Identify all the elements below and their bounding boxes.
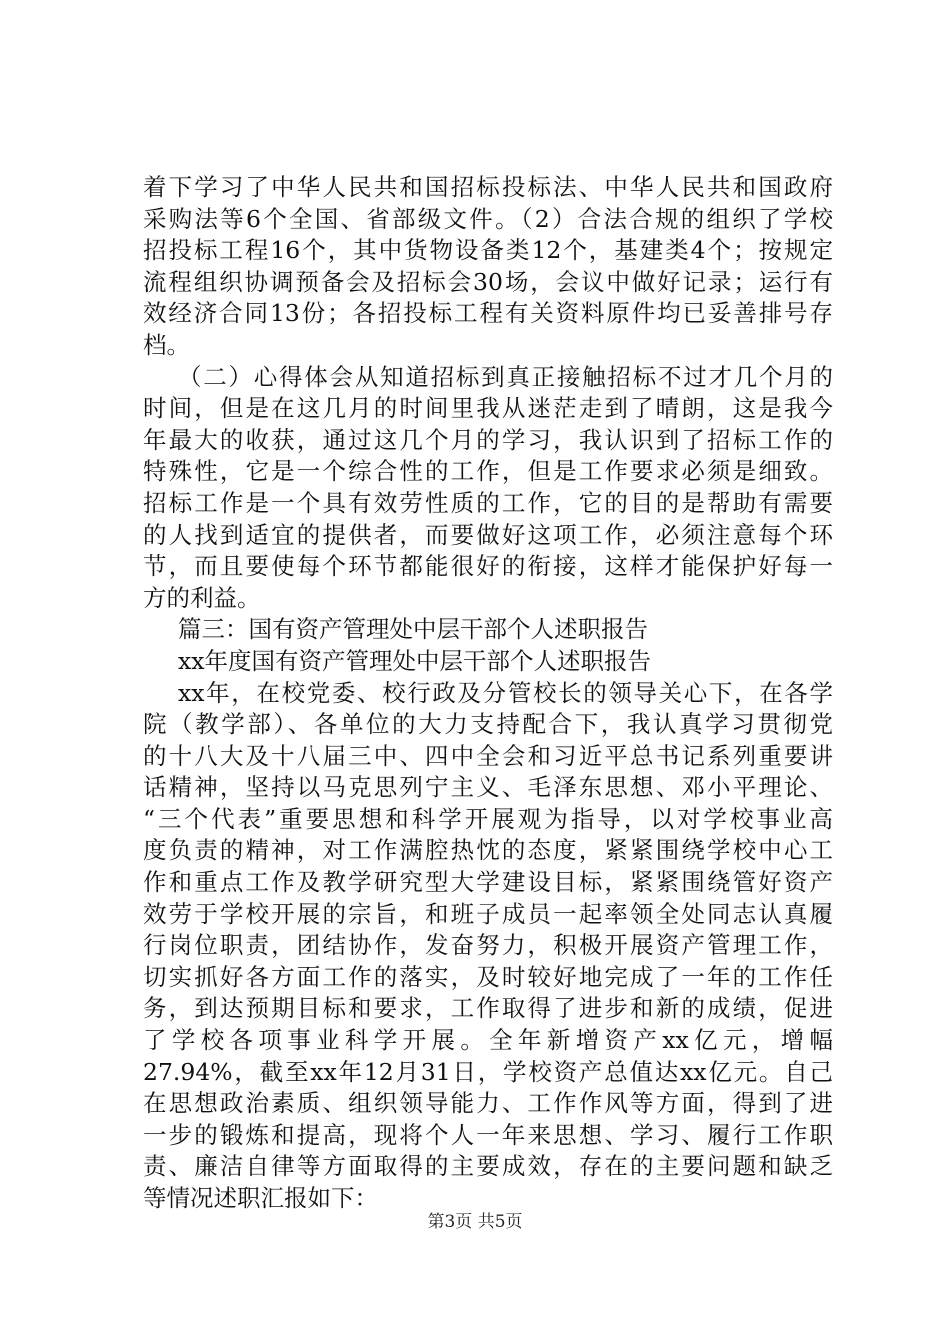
text-line: 责、廉洁自律等方面取得的主要成效，存在的主要问题和缺乏 [143,1152,833,1181]
text-line: 等情况述职汇报如下： [143,1184,378,1212]
text-line: “三个代表”重要思想和科学开展观为指导，以对学校事业高 [143,804,833,833]
page-number: 第3页 共5页 [427,1212,523,1232]
text-line: 流程组织协调预备会及招标会30场，会议中做好记录；运行有 [143,267,833,296]
text-line: 作和重点工作及教学研究型大学建设目标，紧紧围绕管好资产 [143,868,833,897]
text-line: 节，而且要使每个环节都能很好的衔接，这样才能保护好每一 [143,552,833,581]
page-footer [0,1212,950,1232]
text-line: 的十八大及十八届三中、四中全会和习近平总书记系列重要讲 [143,741,833,770]
text-line: 着下学习了中华人民共和国招标投标法、中华人民共和国政府 [143,173,833,201]
text-line: 度负责的精神，对工作满腔热忱的态度，紧紧围绕学校中心工 [143,836,833,865]
text-line: 年最大的收获，通过这几个月的学习，我认识到了招标工作的 [143,425,833,454]
text-line: 方的利益。 [143,583,261,612]
text-line: xx年，在校党委、校行政及分管校长的领导关心下，在各学 [178,678,833,707]
text-line: 院（教学部）、各单位的大力支持配合下，我认真学习贯彻党 [143,710,833,739]
section-heading-line: （二）心得体会从知道招标到真正接触招标不过才几个月的 [178,362,833,391]
text-line: 了学校各项事业科学开展。全年新增资产xx亿元，增幅 [143,1026,833,1055]
text-line: 切实抓好各方面工作的落实，及时较好地完成了一年的工作任 [143,962,833,991]
text-line: 采购法等6个全国、省部级文件。（2）合法合规的组织了学校 [143,204,833,233]
text-line: 时间，但是在这几月的时间里我从迷茫走到了晴朗，这是我今 [143,394,833,423]
text-line: 一步的锻炼和提高，现将个人一年来思想、学习、履行工作职 [143,1120,833,1149]
text-line: 效经济合同13份；各招投标工程有关资料原件均已妥善排号存 [143,299,833,328]
text-line: 的人找到适宜的提供者，而要做好这项工作，必须注意每个环 [143,520,833,549]
text-line: 务，到达预期目标和要求，工作取得了进步和新的成绩，促进 [143,994,833,1023]
document-body [143,172,833,1215]
text-line: 招标工作是一个具有效劳性质的工作，它的目的是帮助有需要 [143,488,833,517]
chapter-title: 篇三：国有资产管理处中层干部个人述职报告 [178,615,648,644]
text-line: 27.94%，截至xx年12月31日，学校资产总值达xx亿元。自己 [143,1057,833,1086]
text-line: 在思想政治素质、组织领导能力、工作作风等方面，得到了进 [143,1089,833,1118]
text-line: 档。 [143,330,190,359]
text-line: 效劳于学校开展的宗旨，和班子成员一起率领全处同志认真履 [143,899,833,928]
text-line: 话精神，坚持以马克思列宁主义、毛泽东思想、邓小平理论、 [143,773,833,802]
text-line: 特殊性，它是一个综合性的工作，但是工作要求必须是细致。 [143,457,833,486]
text-line: 招投标工程16个，其中货物设备类12个，基建类4个；按规定 [143,236,833,265]
text-line: 行岗位职责，团结协作，发奋努力，积极开展资产管理工作， [143,931,833,960]
report-title: xx年度国有资产管理处中层干部个人述职报告 [178,646,652,675]
